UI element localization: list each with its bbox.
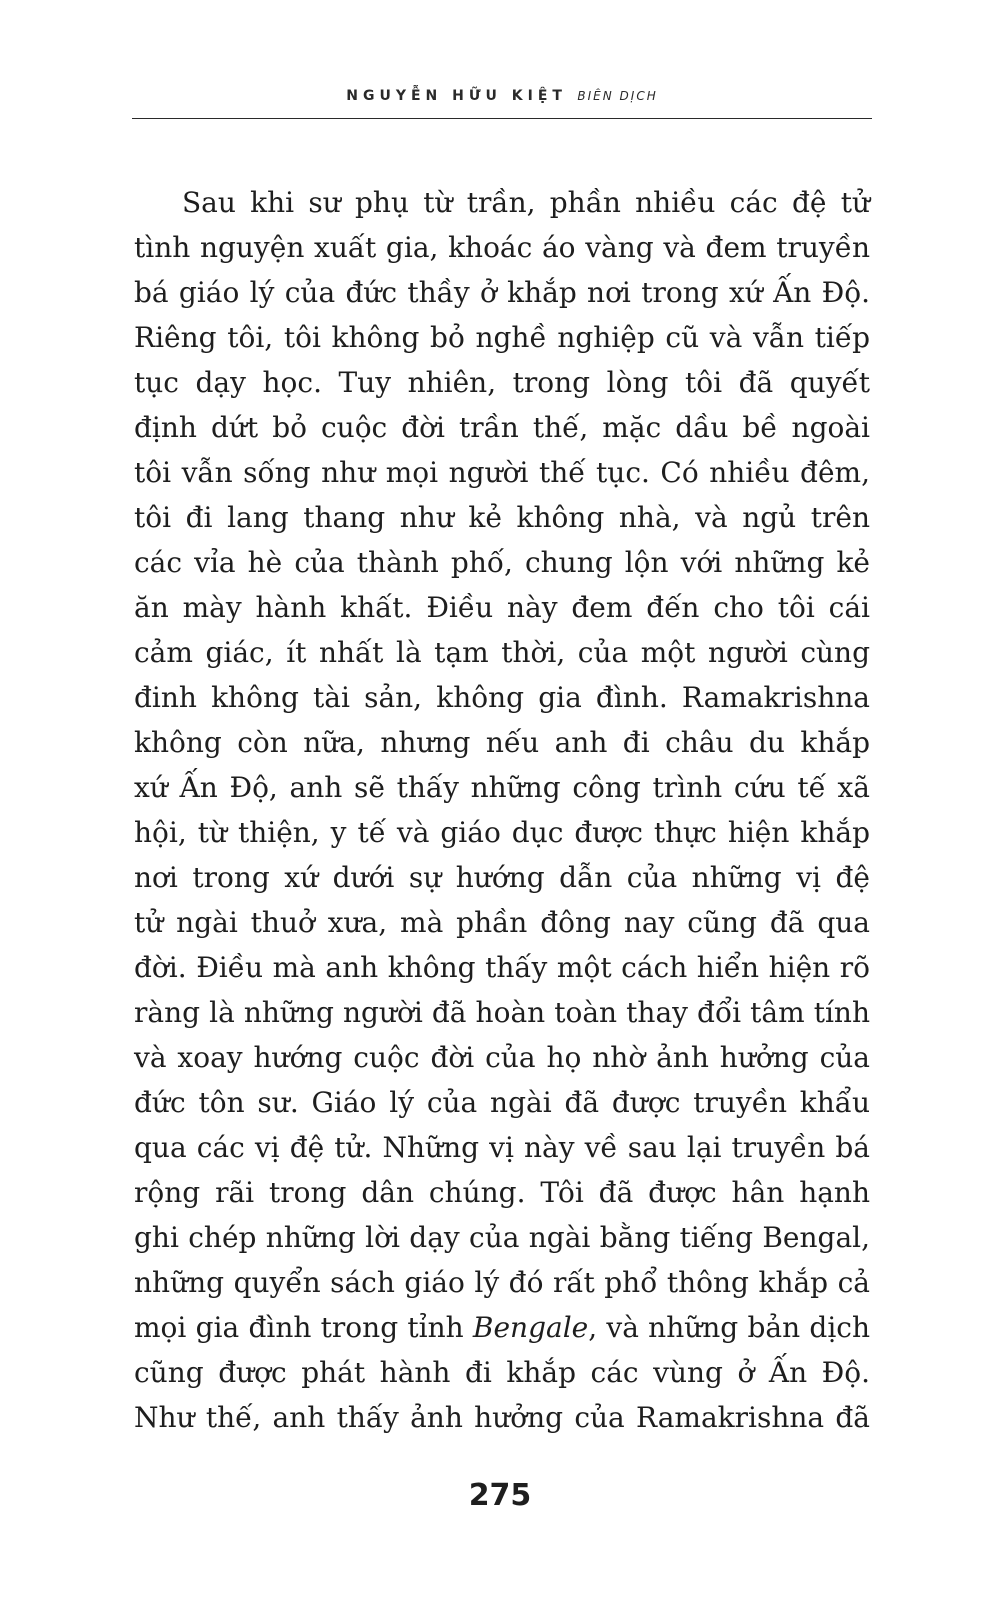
header-rule: [132, 118, 872, 119]
body-line: đời. Điều mà anh không thấy một cách hiển hiện rõ: [134, 951, 870, 984]
body-line: rộng rãi trong dân chúng. Tôi đã được hân hạnh: [134, 1176, 870, 1209]
body-line: tôi vẫn sống như mọi người thế tục. Có nhiều đêm,: [134, 456, 870, 489]
body-line: tử ngài thuở xưa, mà phần đông nay cũng đã qua: [134, 906, 870, 939]
body-line: cảm giác, ít nhất là tạm thời, của một người cùng: [134, 636, 870, 669]
body-line: các vỉa hè của thành phố, chung lộn với những kẻ: [134, 546, 870, 579]
body-line: Riêng tôi, tôi không bỏ nghề nghiệp cũ và vẫn tiếp: [134, 321, 870, 354]
running-header-role: BIÊN DỊCH: [577, 89, 658, 103]
body-line: hội, từ thiện, y tế và giáo dục được thực hiện khắp: [134, 816, 870, 849]
body-line: ghi chép những lời dạy của ngài bằng tiếng Bengal,: [134, 1221, 870, 1254]
body-line: tục dạy học. Tuy nhiên, trong lòng tôi đã quyết: [134, 366, 870, 399]
body-line: bá giáo lý của đức thầy ở khắp nơi trong xứ Ấn Độ.: [134, 276, 870, 309]
body-line: Như thế, anh thấy ảnh hưởng của Ramakrishna đã: [134, 1401, 870, 1434]
body-line: Sau khi sư phụ từ trần, phần nhiều các đệ tử: [182, 186, 870, 219]
italic-term-bengale: Bengale: [472, 1311, 589, 1344]
body-line-segment: , và những bản dịch: [588, 1311, 870, 1344]
body-line: định dứt bỏ cuộc đời trần thế, mặc dầu bề ngoài: [134, 411, 870, 444]
body-paragraph: [134, 180, 870, 1440]
body-line: những quyển sách giáo lý đó rất phổ thông khắp cả: [134, 1266, 870, 1299]
body-line: ràng là những người đã hoàn toàn thay đổi tâm tính: [134, 996, 870, 1029]
body-line: đức tôn sư. Giáo lý của ngài đã được truyền khẩu: [134, 1086, 870, 1119]
running-header-author: NGUYỄN HỮU KIỆT: [346, 88, 567, 104]
body-line: ăn mày hành khất. Điều này đem đến cho tôi cái: [134, 591, 870, 624]
running-header: [132, 88, 872, 104]
body-line-segment: mọi gia đình trong tỉnh: [134, 1311, 473, 1344]
body-line: đinh không tài sản, không gia đình. Ramakrishna: [134, 681, 870, 714]
body-line: nơi trong xứ dưới sự hướng dẫn của những vị đệ: [134, 861, 870, 894]
body-line-with-italic: [134, 1305, 870, 1350]
body-line: qua các vị đệ tử. Những vị này về sau lại truyền bá: [134, 1131, 870, 1164]
page-number: 275: [468, 1478, 532, 1513]
body-line: tình nguyện xuất gia, khoác áo vàng và đem truyền: [134, 231, 870, 264]
body-line: tôi đi lang thang như kẻ không nhà, và ngủ trên: [134, 501, 870, 534]
body-line: không còn nữa, nhưng nếu anh đi châu du khắp: [134, 726, 870, 759]
body-line: cũng được phát hành đi khắp các vùng ở Ấn Độ.: [134, 1356, 870, 1389]
body-line: xứ Ấn Độ, anh sẽ thấy những công trình cứu tế xã: [134, 771, 870, 804]
body-line: và xoay hướng cuộc đời của họ nhờ ảnh hưởng của: [134, 1041, 870, 1074]
